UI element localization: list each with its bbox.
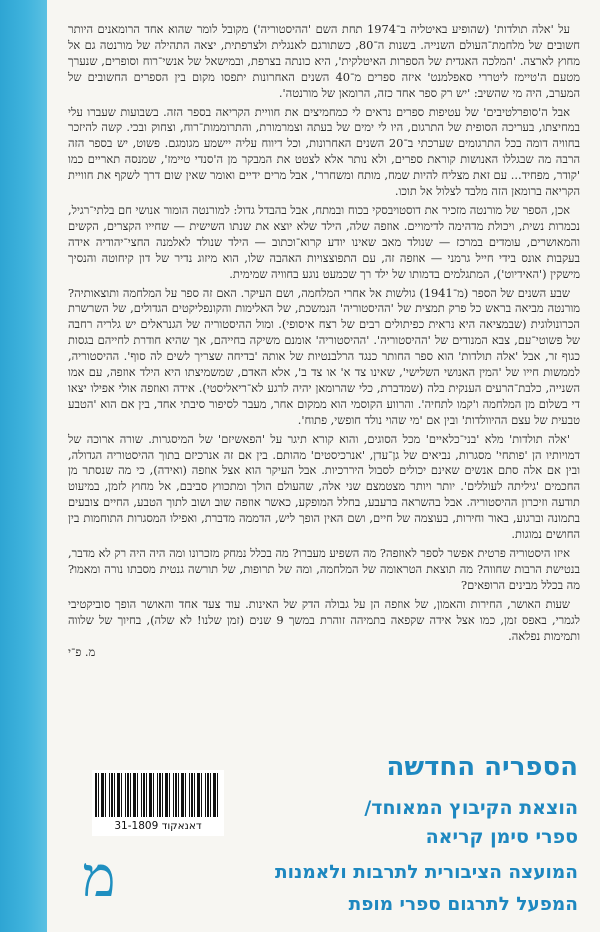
barcode-bars [95, 773, 221, 817]
blurb-paragraph: אכן, הספר של מורנטה מזכיר את דוסטויבסקי בכוח ובמתח, אבל בהבדל גדול: למורנטה הומור אנושי חם בלתי־רגיל, נכמרות נשית, ויכולת מדהימה לדימויים. אוזפה שלה, הילד שלא יוצא את שנתו השישית — שחייו הקצרים, הקשים והמאושרים, עומדים במרכז — שנולד מאב שאינו יודע קרוא־וכתוב — הילד שנולד לאלמנה החצי־יהודיה אידה בעקבות אונס בידי חייל גרמני — אוזפה זה, עם התפוצצויות האהבה שלו, הוא מיזוג נדיר של דון קיחוטה והנסיך מישקין ('האידיוט'), המתגלמים בדמותו של ילד רך שכמעט נוגע בחוויה שמימית. [68, 202, 580, 281]
blurb-paragraph: שבע השנים של הספר (מ־1941) גולשות אל אחרי המלחמה, ושם העיקר. האם זה ספר על המלחמה ותוצאותיה? מורנטה מביאה בראש כל פרק תמצית של 'ההיסטוריה' הנמשכת, של האלימות והקונפליקטים הגדולים, של השרשרת הכרונולוגית (שבמציאה היא נראית כפיתולים רבים של רצח איסופי). ומול ההיסטוריה של הגנראלים יש גלריה רחבה של פשוטי־עם, צבא המנודים של 'ההיסטוריה'. 'ההיסטוריה' אומנם משיקה בחייהם, אך שהיא חודרת לחייהם בגסות כגוף זר, אבל 'אלה תולדות' הוא ספר החותר כנגד הרלבנטיות של אותה 'בדיחה שצריך לשים לה סוף'. ההיסטוריה, לממשות חייו של 'המין האנושי השלישי', שאינו צד א' או צד ב', אלא האדם, שמשמיצתו היא הילד אוזפה, עם אמו השנייה, כלבת־הרעים הענקית בלה (שמדברת, כלי שהרומאן יהיה לרגע לא־ריאליסטי). אידה ואוזפה אולי אפילו יצאו די בשלום מן המלחמה ו'קמו לתחיה'. והרווע הקוסמי הוא ממקום אחר, מעבר לסיפור סיבתי אחד, בין אם הוא 'הטבע טבעית של עצם ההיוולדות' ובין אם 'מי שהוי נולד חופשי, פתוח'. [68, 285, 580, 427]
back-cover-blurb [68, 22, 580, 720]
sponsor-translation-project: המפעל לתרגום ספרי מופת [348, 894, 578, 915]
blurb-paragraph: על 'אלה תולדות' (שהופיע באיטליה ב־1974 תחת השם 'ההיסטוריה') מקובל לומר שהוא אחד הרומאנים היותר חשובים של מלחמת־העולם השנייה. בשנות ה־80, כשתורגם לאנגלית ולצרפתית, יצאה התהילה של מורנטה גם אל מחוץ לארצה. 'המלכה האגדית של הספרות האיטלקית', היא כונתה בצרפת, ובמישאל של אנשי־רוח וסופרים, שנערך מטעם ה'טיימז ליטררי סאפלמנט' איזה ספרים מ־40 השנים האחרונות יתפסו מקום בין הספרים החשובים של המערב, היה מי שהשיב: 'יש רק ספר אחד כזה, הרומאן של מורנטה'. [68, 22, 580, 100]
blurb-paragraph: אבל ה'סופרלטיבים' של עטיפות ספרים נראים לי כמחמיצים את חוויית הקריאה בספר הזה. בשבועות שעברו עלי במחיצתו, בעריכה הסופית של התרגום, היו לי ימים של בעתה וצמרמורת, והתרוממות־רוח, וצחוק ובכי. קשה להיזכר בחוויה דומה בכל התרגומים שערכתי ב־20 השנים האחרונות, וכל דיווח עליה יישמע מגומגם. פשוט, יש בספר הזה הרבה מה שבגללו האנושות קוראת ספרים, ולא נותר אלא לצטט את המבקר מן ה'סנדי טיימז', שמנסה תאריים כמו 'קודר, מפחיד... עם זאת מצליח להיות שמח, מותח ומשחרר', אבל מרים ידיים ואומר שאין שום דרך לשקף את חוויית הקריאה ברומאן הזה מלבד לצלול אל תוכו. [68, 104, 580, 199]
book-spine [0, 0, 47, 932]
barcode-number: דאנאקוד 31-1809 [114, 820, 202, 832]
barcode [92, 770, 224, 836]
author-signature: מ. פ־י [68, 645, 96, 660]
publisher-logo-icon: מ [82, 845, 116, 910]
sponsor-council: המועצה הציבורית לתרבות ולאמנות [275, 862, 578, 883]
blurb-paragraph: 'אלה תולדות' מלא 'בני־כלאיים' מכל הסוגים, והוא קורא תיגר על 'הפאשיזם' של המיסגרות. שורה ארוכה של דמויותיו הן 'פותחי' מסגרות, נביאים של גן־עדן, 'אנרכיסטים' מהותם. בין אם זה אנרכיזם בתוך ההיסטוריה הגדולה, ובין אם אלה סתם אנשים שאינם יכולים לסבול היררכיות. אבל העיקר הוא אצל אוזפה (ואידה), כי מה שנסתר מן החכמים 'גיליתה לעוללים'. יותר ויותר מצטמצם שני אלה, שהעולם הולך ומתכווץ סביבם, אל מחוץ לזמן, במיעוט תודעה וזיכרון ההיסטוריה. אבל בהשראה ברעבע, בחלל המופקע, כאשר אוזפה שוב ושוב לתוך הטבע, החיים צובעים בתמונה וברגוע, באור וחירות, בעוצמה של חיים, ושם האין הופך ליש, הדממה מדברת, ואפילו המסגרות התוחמות בין החושים נמוגות. [68, 431, 580, 542]
series-title: הספריה החדשה [386, 752, 578, 782]
blurb-paragraph: איזו היסטוריה פרטית אפשר לספר לאוזפה? מה השפיע מעברו? מה בכלל נמחק מזכרונו ומה היה היה רק לא מדבר, בנטישת הרבות שחווה? מה תוצאת הטראומה של המלחמה, ומה של תרופות, של תורשה גנטית מסבתו נורה ומאמו? מה בכלל מבינים הרופאים? [68, 546, 580, 592]
publisher-name: הוצאת הקיבוץ המאוחד/ [364, 797, 578, 819]
blurb-paragraph: שעות האושר, החירות והאמון, של אוזפה הן על גבולה הדק של האינות. עוד צעד אחד והאושר הופך סוביקטיבי לגמרי, באפס זמן, כמו אצל אידה שקפאה בתמיהה זוהרת במשך 9 שנים (זמן שלנו! לא שלה), בחיוך של שלווה ותמימות נפלאה. [68, 596, 580, 643]
publisher-imprint: ספרי סימן קריאה [425, 826, 578, 848]
